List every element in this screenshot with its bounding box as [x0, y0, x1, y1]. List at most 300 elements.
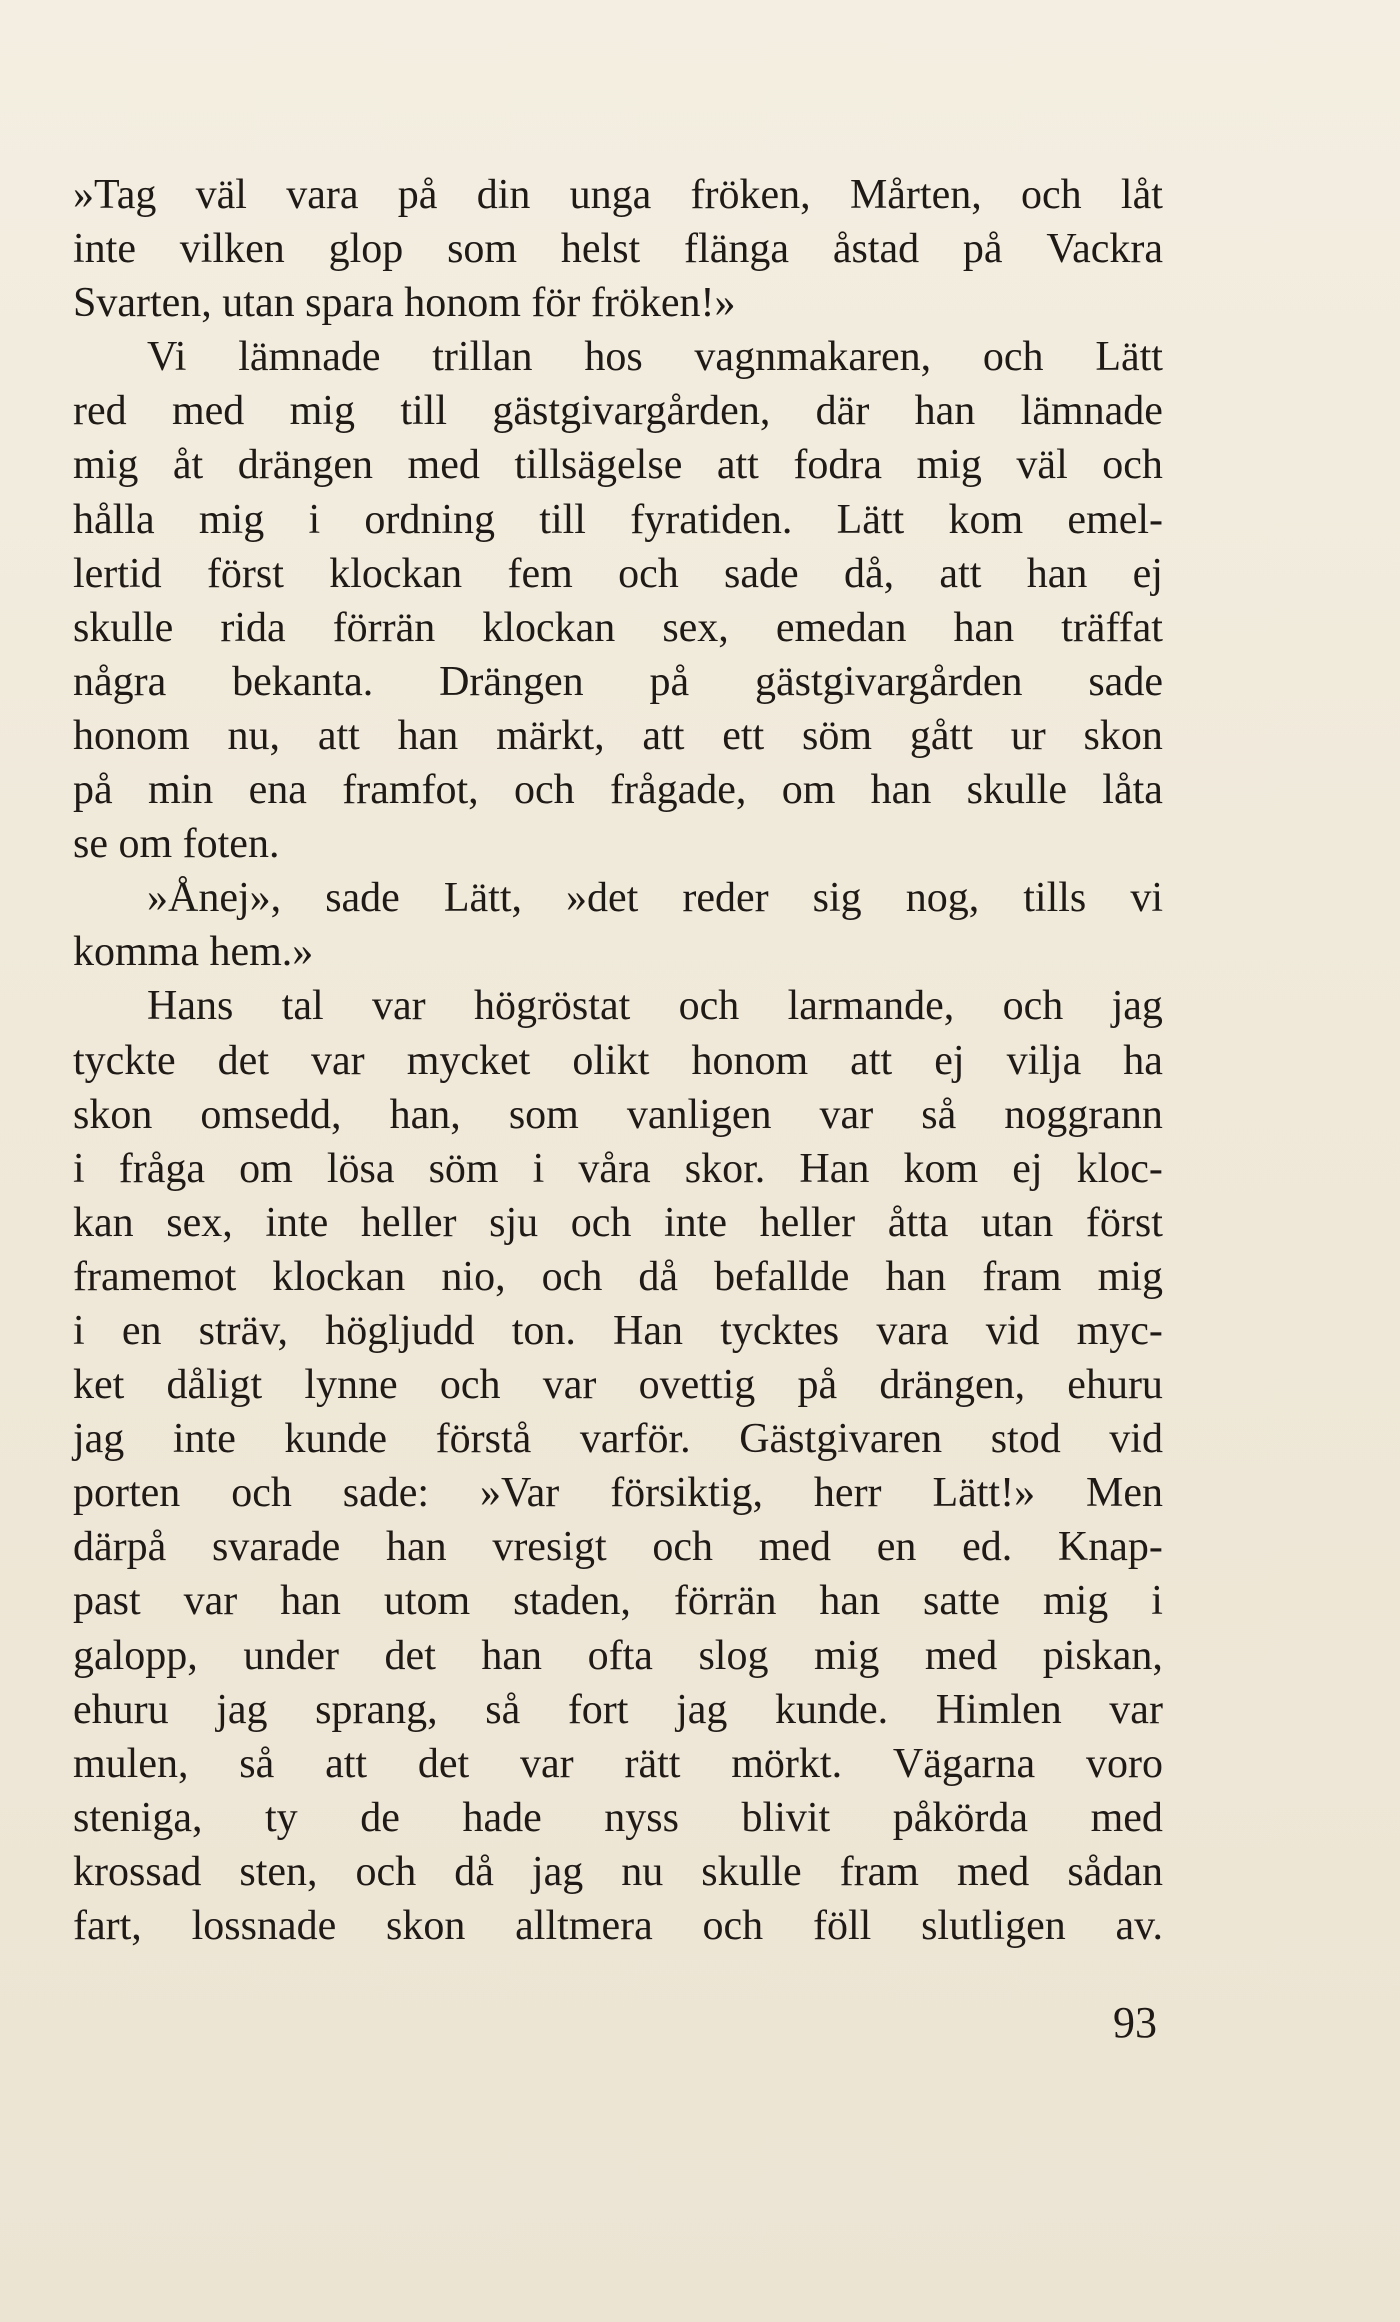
word: högljudd [325, 1307, 475, 1354]
word: kloc- [1076, 1145, 1163, 1192]
word: dåligt [166, 1362, 263, 1409]
word: drängen, [879, 1362, 1026, 1409]
word: jag [1111, 983, 1163, 1030]
word: skon [1083, 712, 1163, 759]
word: och [678, 983, 740, 1030]
word: vresigt [492, 1524, 607, 1571]
word: högröstat [473, 983, 631, 1030]
word: på [797, 1362, 838, 1409]
word: det [417, 1740, 470, 1787]
word: vilja [1006, 1037, 1082, 1084]
word: fyratiden. [630, 496, 793, 543]
word: och [702, 1903, 764, 1949]
word: Drängen [439, 658, 584, 705]
word: vid [1109, 1416, 1163, 1463]
word: klockan [329, 550, 463, 597]
word: kunde. [774, 1686, 889, 1733]
word: vilken [179, 226, 285, 273]
word: och [652, 1524, 713, 1571]
word: var [819, 1091, 874, 1138]
word: mycket [406, 1037, 531, 1084]
word: föll [812, 1903, 872, 1949]
word: steniga, [73, 1794, 203, 1841]
word: ha [1123, 1037, 1163, 1084]
word: sten, [239, 1848, 318, 1895]
word: fem [507, 550, 573, 597]
word: inte [73, 226, 136, 273]
word: hos [584, 334, 643, 381]
word: lösa [326, 1145, 395, 1192]
word: framfot, [342, 767, 479, 814]
word: sade [724, 550, 799, 597]
text-line [73, 438, 1163, 492]
word: låt [1120, 172, 1163, 218]
word: trillan [432, 334, 533, 381]
word: staden, [513, 1578, 631, 1625]
word: om [239, 1145, 293, 1192]
word: frågade, [609, 767, 747, 814]
word: mig [814, 1632, 880, 1679]
word: tycktes [720, 1307, 840, 1354]
word: gått [909, 712, 973, 759]
text-line [73, 1629, 1163, 1683]
word: han, [389, 1091, 461, 1138]
word: på [397, 172, 438, 218]
word: kunde [284, 1416, 388, 1463]
word: förrän [332, 604, 436, 651]
word: nyss [604, 1794, 679, 1841]
word: skon [73, 1091, 153, 1138]
word: sex, [662, 604, 729, 651]
word: honom [691, 1037, 809, 1084]
word: nio, [441, 1253, 506, 1300]
word: kom [903, 1145, 979, 1192]
word: honom [73, 712, 190, 759]
word: herr [813, 1470, 882, 1517]
text-line [73, 763, 1163, 817]
word: som [447, 226, 518, 273]
text-line [73, 1791, 1163, 1845]
word: mig [916, 442, 982, 489]
word: varför. [579, 1416, 691, 1463]
word: låta [1102, 767, 1163, 814]
word: sex, [166, 1199, 233, 1246]
word: en [121, 1307, 162, 1354]
word: vanligen [626, 1091, 772, 1138]
word: »Var [479, 1470, 560, 1517]
word: med [924, 1632, 998, 1679]
word: heller [759, 1199, 856, 1246]
word: ej [934, 1037, 965, 1084]
word: lämnade [238, 334, 381, 381]
word: noggrann [1004, 1091, 1163, 1138]
word: fråga [118, 1145, 206, 1192]
word: på [962, 226, 1003, 273]
word: att [716, 442, 759, 489]
word: larmande, [787, 983, 955, 1030]
word: sig [812, 875, 862, 922]
word: han [1026, 550, 1088, 597]
word: och [231, 1470, 292, 1517]
word: gästgivargården [755, 658, 1023, 705]
word: fram [839, 1848, 919, 1895]
word: han [870, 767, 932, 814]
word: fröken, [690, 172, 811, 218]
word: så [239, 1740, 275, 1787]
text-line [73, 1196, 1163, 1250]
word: och [982, 334, 1044, 381]
word: var [1109, 1686, 1163, 1733]
word: lossnade [191, 1903, 337, 1949]
word: nu [621, 1848, 664, 1895]
word: var [371, 983, 426, 1030]
text-line [73, 1250, 1163, 1304]
word: skulle [701, 1848, 802, 1895]
text-line: komma hem.» [73, 929, 314, 976]
word: lämnade [1020, 388, 1163, 435]
word: i [1151, 1578, 1163, 1625]
word: våra [578, 1145, 651, 1192]
word: han [385, 1524, 447, 1571]
word: »det [566, 875, 639, 922]
word: fart, [73, 1903, 142, 1949]
word: Vi [147, 334, 187, 381]
word: träffat [1061, 604, 1163, 651]
word: var [183, 1578, 238, 1625]
word: tills [1023, 875, 1087, 922]
word: åstad [832, 226, 920, 273]
word: söm [428, 1145, 499, 1192]
word: utan [980, 1199, 1054, 1246]
word: var [520, 1740, 574, 1787]
word: slutligen [921, 1903, 1066, 1949]
word: omsedd, [200, 1091, 342, 1138]
word: Hans [147, 983, 234, 1030]
word: emedan [775, 604, 907, 651]
word: under [243, 1632, 339, 1679]
word: din [476, 172, 531, 218]
word: då, [843, 550, 895, 597]
word: det [217, 1037, 269, 1084]
word: han [397, 712, 459, 759]
text-line [73, 1683, 1163, 1737]
word: till [400, 388, 448, 435]
word: rida [220, 604, 286, 651]
word: var [311, 1037, 365, 1084]
word: så [485, 1686, 521, 1733]
word: kom [948, 496, 1024, 543]
text-line [73, 1088, 1163, 1142]
word: sju [489, 1199, 539, 1246]
word: jag [676, 1686, 728, 1733]
word: som [508, 1091, 579, 1138]
word: åtta [887, 1199, 949, 1246]
word: och [439, 1362, 501, 1409]
word: så [921, 1091, 957, 1138]
word: Men [1085, 1470, 1163, 1517]
word: på [649, 658, 690, 705]
word: han [819, 1578, 881, 1625]
word: ovettig [638, 1362, 756, 1409]
word: det [384, 1632, 436, 1679]
word: sådan [1067, 1848, 1163, 1895]
word: i [73, 1307, 85, 1354]
word: sade [325, 875, 400, 922]
word: söm [802, 712, 873, 759]
text-line [73, 547, 1163, 601]
word: han [885, 1253, 947, 1300]
word: myc- [1076, 1307, 1163, 1354]
word: jag [216, 1686, 268, 1733]
word: i [532, 1145, 545, 1192]
word: ofta [587, 1632, 653, 1679]
word: till [539, 496, 586, 543]
word: ty [265, 1794, 298, 1841]
word: sade [1088, 658, 1163, 705]
text-line [73, 1520, 1163, 1574]
page-number: 93 [1113, 1998, 1157, 2047]
word: väl [1016, 442, 1068, 489]
word: försiktig, [610, 1470, 764, 1517]
word: och [618, 550, 679, 597]
word: porten [73, 1470, 181, 1517]
word: och [1102, 442, 1163, 489]
text-line [73, 1466, 1163, 1520]
word: slog [698, 1632, 769, 1679]
word: att [325, 1740, 368, 1787]
word: mig [198, 496, 265, 543]
word: att [317, 712, 360, 759]
text-line [73, 979, 1163, 1033]
text-line [73, 1574, 1163, 1628]
word: utom [383, 1578, 471, 1625]
word: Han [799, 1145, 870, 1192]
text-line: se om foten. [73, 821, 280, 868]
body-text [73, 168, 1163, 1953]
word: förstå [435, 1416, 532, 1463]
word: att [939, 550, 982, 597]
word: då [454, 1848, 494, 1895]
word: att [850, 1037, 893, 1084]
word: jag [73, 1416, 125, 1463]
word: på [73, 767, 113, 814]
word: krossad [73, 1848, 202, 1895]
word: ed. [962, 1524, 1013, 1571]
word: tillsägelse [514, 442, 683, 489]
word: blivit [741, 1794, 831, 1841]
word: och [1021, 172, 1082, 218]
word: red [73, 388, 127, 435]
text-line [73, 1304, 1163, 1358]
word: och [355, 1848, 417, 1895]
word: vi [1130, 875, 1163, 922]
text-line [73, 1845, 1163, 1899]
word: då [638, 1253, 679, 1300]
word: med [171, 388, 245, 435]
word: mörkt. [731, 1740, 843, 1787]
word: befallde [714, 1253, 850, 1300]
word: ej [1132, 550, 1163, 597]
word: av. [1115, 1903, 1163, 1949]
word: nog, [905, 875, 980, 922]
word: fort [567, 1686, 629, 1733]
word: åt [172, 442, 204, 489]
word: Vackra [1046, 226, 1163, 273]
word: med [407, 442, 480, 489]
word: med [956, 1848, 1030, 1895]
word: mig [1097, 1253, 1163, 1300]
word: lertid [73, 550, 162, 597]
word: galopp, [73, 1632, 198, 1679]
word: Han [613, 1307, 684, 1354]
text-line [73, 1142, 1163, 1196]
word: ena [248, 767, 307, 814]
word: klockan [482, 604, 616, 651]
text-line [73, 655, 1163, 709]
word: där [815, 388, 870, 435]
word: kan [73, 1199, 134, 1246]
word: en [876, 1524, 917, 1571]
word: sträv, [198, 1307, 289, 1354]
word: mig [1042, 1578, 1109, 1625]
word: vara [876, 1307, 949, 1354]
word: min [147, 767, 214, 814]
text-line [73, 1412, 1163, 1466]
word: jag [531, 1848, 584, 1895]
word: »Ånej», [147, 875, 282, 922]
word: ket [73, 1362, 125, 1409]
word: drängen [237, 442, 373, 489]
word: ehuru [73, 1686, 169, 1733]
word: Vägarna [892, 1740, 1036, 1787]
word: ton. [511, 1307, 576, 1354]
word: fodra [793, 442, 883, 489]
word: inte [663, 1199, 727, 1246]
word: stod [990, 1416, 1061, 1463]
word: att [642, 712, 685, 759]
word: heller [360, 1199, 457, 1246]
text-line [73, 384, 1163, 438]
text-line [73, 493, 1163, 547]
word: var [542, 1362, 597, 1409]
word: skulle [73, 604, 174, 651]
word: ett [722, 712, 765, 759]
text-line [73, 1737, 1163, 1791]
word: flänga [684, 226, 789, 273]
word: klockan [272, 1253, 406, 1300]
word: framemot [73, 1253, 237, 1300]
word: väl [195, 172, 247, 218]
word: emel- [1067, 496, 1163, 543]
word: märkt, [496, 712, 605, 759]
word: svarade [211, 1524, 341, 1571]
word: glop [328, 226, 404, 273]
word: först [206, 550, 284, 597]
word: Lätt [836, 496, 905, 543]
word: vid [985, 1307, 1040, 1354]
word: helst [560, 226, 641, 273]
word: hålla [73, 496, 155, 543]
text-line [73, 871, 1163, 925]
word: några [73, 658, 167, 705]
word: ordning [364, 496, 496, 543]
word: om [781, 767, 836, 814]
word: och [570, 1199, 632, 1246]
word: förrän [673, 1578, 777, 1625]
word: först [1085, 1199, 1163, 1246]
word: piskan, [1042, 1632, 1163, 1679]
word: ej [1012, 1145, 1043, 1192]
text-line [73, 168, 1163, 222]
word: lynne [304, 1362, 398, 1409]
word: tal [281, 983, 324, 1030]
word: han [953, 604, 1015, 651]
word: past [73, 1578, 141, 1625]
word: sade: [342, 1470, 430, 1517]
word: Knap- [1057, 1524, 1163, 1571]
word: Gästgivaren [739, 1416, 943, 1463]
word: i [308, 496, 321, 543]
word: satte [923, 1578, 1000, 1625]
word: mig [73, 442, 139, 489]
text-line [73, 222, 1163, 276]
word: reder [682, 875, 769, 922]
word: Lätt [1095, 334, 1163, 381]
word: de [360, 1794, 400, 1841]
word: Mårten, [849, 172, 982, 218]
word: mig [289, 388, 355, 435]
word: Lätt!» [932, 1470, 1036, 1517]
word: han [914, 388, 976, 435]
word: hade [462, 1794, 542, 1841]
word: Lätt, [443, 875, 522, 922]
word: ur [1010, 712, 1046, 759]
text-line [73, 1899, 1163, 1953]
word: med [1090, 1794, 1163, 1841]
text-line [73, 601, 1163, 655]
word: tyckte [73, 1037, 176, 1084]
word: ehuru [1067, 1362, 1163, 1409]
word: inte [172, 1416, 236, 1463]
word: i [73, 1145, 85, 1192]
word: gästgivargården, [492, 388, 771, 435]
text-line [73, 1034, 1163, 1088]
word: vara [286, 172, 359, 218]
word: alltmera [515, 1903, 653, 1949]
word: fram [982, 1253, 1062, 1300]
word: olikt [572, 1037, 650, 1084]
word: voro [1085, 1740, 1163, 1787]
text-line [73, 1358, 1163, 1412]
word: rätt [624, 1740, 681, 1787]
word: skulle [966, 767, 1067, 814]
word: skon [386, 1903, 466, 1949]
word: bekanta. [232, 658, 374, 705]
word: skor. [684, 1145, 766, 1192]
word: och [541, 1253, 603, 1300]
word: »Tag [73, 172, 157, 218]
word: nu, [227, 712, 280, 759]
word: och [1002, 983, 1064, 1030]
word: påkörda [892, 1794, 1029, 1841]
word: inte [265, 1199, 329, 1246]
word: med [758, 1524, 831, 1571]
word: han [280, 1578, 341, 1625]
word: han [481, 1632, 543, 1679]
word: vagnmakaren, [694, 334, 932, 381]
word: därpå [73, 1524, 167, 1571]
word: unga [569, 172, 652, 218]
